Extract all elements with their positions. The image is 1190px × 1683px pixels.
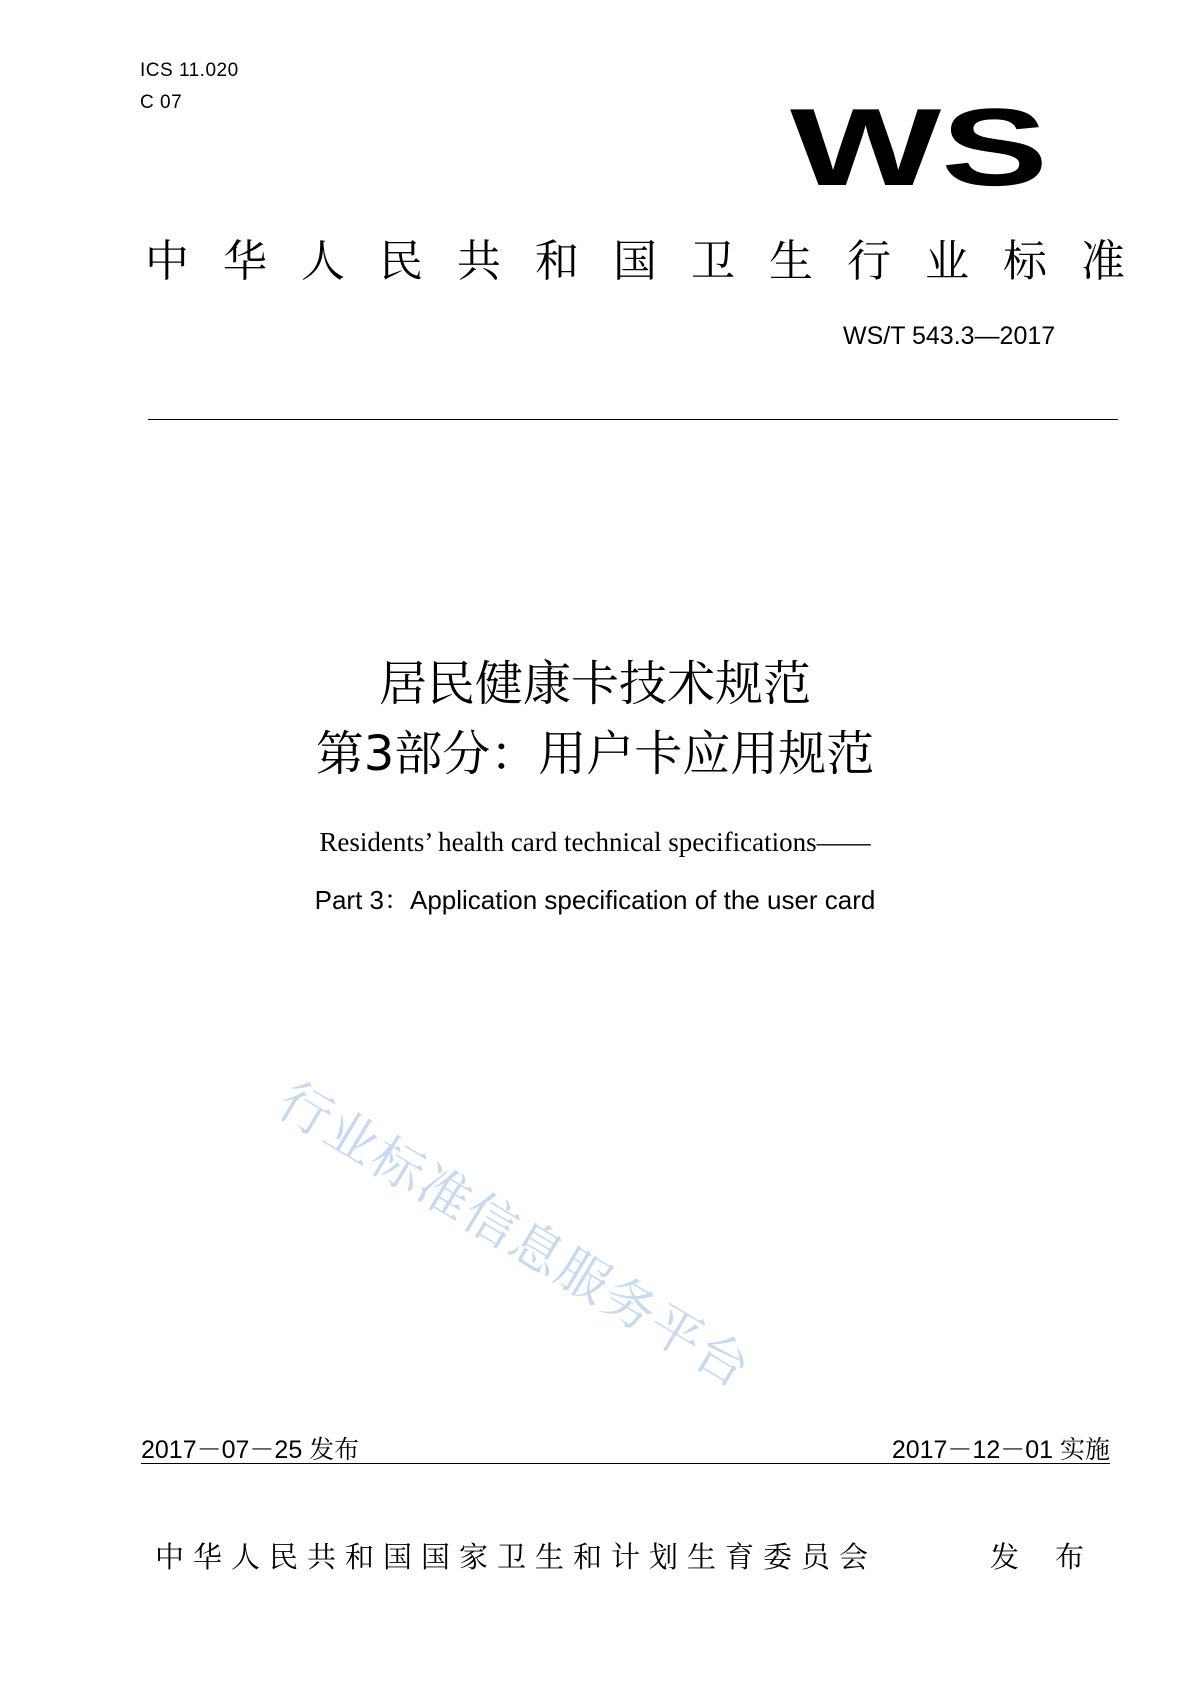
- title-english-line1: Residents’ health card technical specifications——: [319, 827, 871, 857]
- standard-number: WS/T 543.3—2017: [843, 322, 1056, 350]
- watermark: 行业标准信息服务平台: [267, 1071, 762, 1401]
- ccs-code: C 07: [140, 92, 183, 113]
- title-english-line2: Part 3：Application specification of the user card: [314, 885, 876, 915]
- issuing-authority: 中华人民共和国国家卫生和计划生育委员会: [155, 1540, 878, 1574]
- standard-category: 中华人民共和国卫生行业标准: [145, 236, 1159, 287]
- ws-logo-text: WS: [790, 100, 1048, 200]
- header-divider: [148, 419, 1118, 420]
- ics-code: ICS 11.020: [140, 60, 239, 81]
- issue-label: 发布: [990, 1540, 1121, 1574]
- implementation-date: 2017－12－01 实施: [891, 1436, 1110, 1464]
- issue-date: 2017－07－25 发布: [141, 1436, 360, 1464]
- title-chinese-line2: 第3部分：用户卡应用规范: [315, 726, 875, 782]
- title-chinese-line1: 居民健康卡技术规范: [378, 656, 811, 712]
- date-divider: [141, 1463, 1110, 1464]
- ws-logo: [790, 100, 1050, 200]
